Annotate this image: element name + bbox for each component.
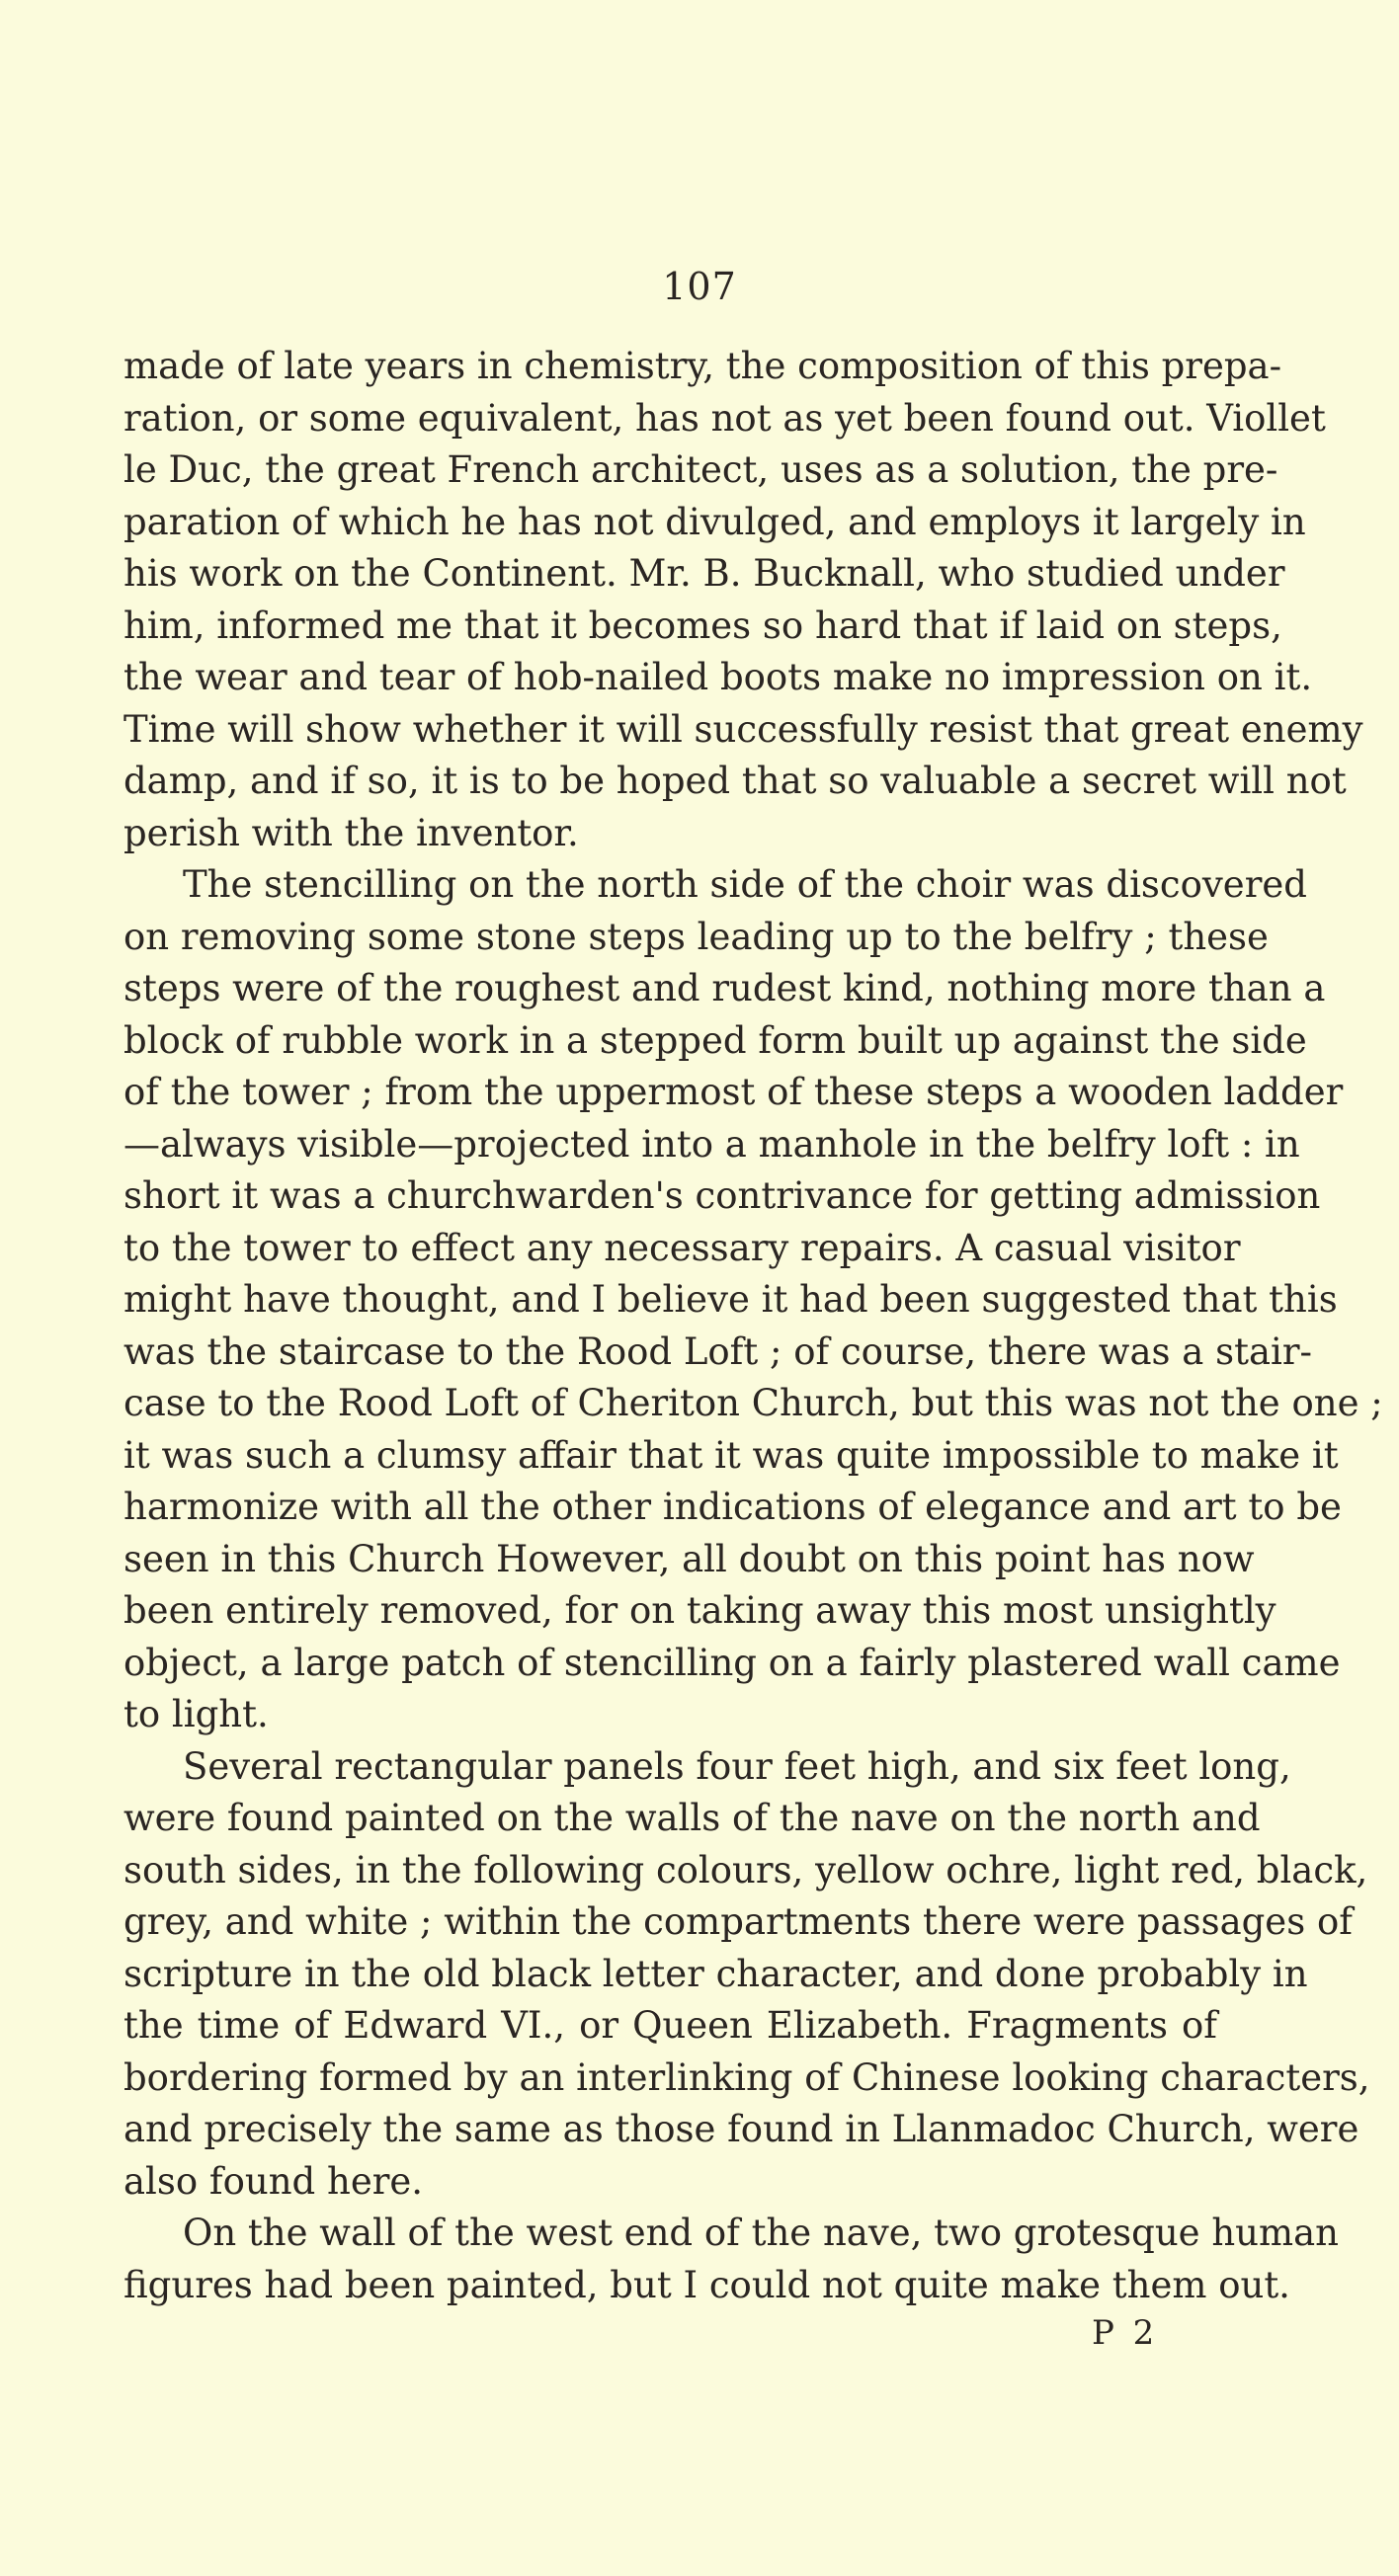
text-line: him, informed me that it becomes so hard that if laid on steps,: [123, 604, 1282, 647]
paragraph-4: [123, 2208, 1339, 2311]
text-line: ration, or some equivalent, has not as yet been found out. Viollet: [123, 396, 1326, 440]
page-number: 107: [662, 265, 737, 308]
text-line: also found here.: [123, 2159, 424, 2203]
text-line: case to the Rood Loft of Cheriton Church, but this was not the one ;: [123, 1382, 1383, 1424]
text-line: perish with the inventor.: [123, 811, 579, 854]
text-line: figures had been painted, but I could not quite make them out.: [123, 2263, 1290, 2306]
text-line: made of late years in chemistry, the composition of this prepa-: [123, 345, 1282, 387]
text-line: it was such a clumsy affair that it was quite impossible to make it: [123, 1433, 1339, 1477]
text-line: Several rectangular panels four feet high, and six feet long,: [183, 1744, 1291, 1788]
text-line: steps were of the roughest and rudest kind, nothing more than a: [123, 967, 1326, 1009]
body-text: [123, 341, 1383, 2311]
text-line: le Duc, the great French architect, uses as a solution, the pre-: [123, 448, 1278, 491]
text-line: Time will show whether it will successfully resist that great enemy: [123, 707, 1363, 751]
text-line: and precisely the same as those found in Llanmadoc Church, were: [123, 2108, 1359, 2150]
text-line: his work on the Continent. Mr. B. Bucknall, who studied under: [123, 552, 1285, 595]
text-line: The stencilling on the north side of the choir was discovered: [183, 863, 1307, 906]
text-line: were found painted on the walls of the nave on the north and: [123, 1797, 1261, 1839]
text-line: —always visible—projected into a manhole in the belfry loft : in: [123, 1122, 1300, 1166]
text-line: been entirely removed, for on taking away this most unsightly: [123, 1589, 1276, 1632]
text-line: paration of which he has not divulged, and employs it largely in: [123, 500, 1306, 543]
text-line: to the tower to effect any necessary repairs. A casual visitor: [123, 1226, 1241, 1269]
text-line: scripture in the old black letter character, and done probably in: [123, 1952, 1308, 1995]
text-line: seen in this Church However, all doubt on this point has now: [123, 1537, 1255, 1580]
text-line: to light.: [123, 1693, 269, 1735]
text-line: harmonize with all the other indications of elegance and art to be: [123, 1486, 1342, 1528]
signature-mark: P 2: [1092, 2313, 1159, 2353]
text-line: of the tower ; from the uppermost of these steps a wooden ladder: [123, 1071, 1344, 1113]
text-line: the time of Edward VI., or Queen Elizabeth. Fragments of: [123, 2004, 1217, 2047]
text-line: grey, and white ; within the compartments there were passages of: [123, 1900, 1353, 1943]
text-line: object, a large patch of stencilling on a fairly plastered wall came: [123, 1641, 1341, 1684]
text-line: bordering formed by an interlinking of Chinese looking characters,: [123, 2055, 1370, 2099]
text-line: south sides, in the following colours, yellow ochre, light red, black,: [123, 1848, 1368, 1892]
text-line: block of rubble work in a stepped form built up against the side: [123, 1018, 1307, 1062]
paragraph-1: [123, 341, 1363, 859]
text-line: might have thought, and I believe it had been suggested that this: [123, 1278, 1338, 1321]
text-line: damp, and if so, it is to be hoped that so valuable a secret will not: [123, 760, 1347, 802]
paragraph-3: [123, 1741, 1370, 2209]
text-line: the wear and tear of hob-nailed boots make no impression on it.: [123, 656, 1313, 698]
text-line: On the wall of the west end of the nave, two grotesque human: [183, 2212, 1339, 2254]
text-line: was the staircase to the Rood Loft ; of course, there was a stair-: [123, 1329, 1313, 1373]
paragraph-2: [123, 859, 1383, 1741]
text-line: short it was a churchwarden's contrivance for getting admission: [123, 1174, 1321, 1217]
text-line: on removing some stone steps leading up to the belfry ; these: [123, 915, 1269, 958]
